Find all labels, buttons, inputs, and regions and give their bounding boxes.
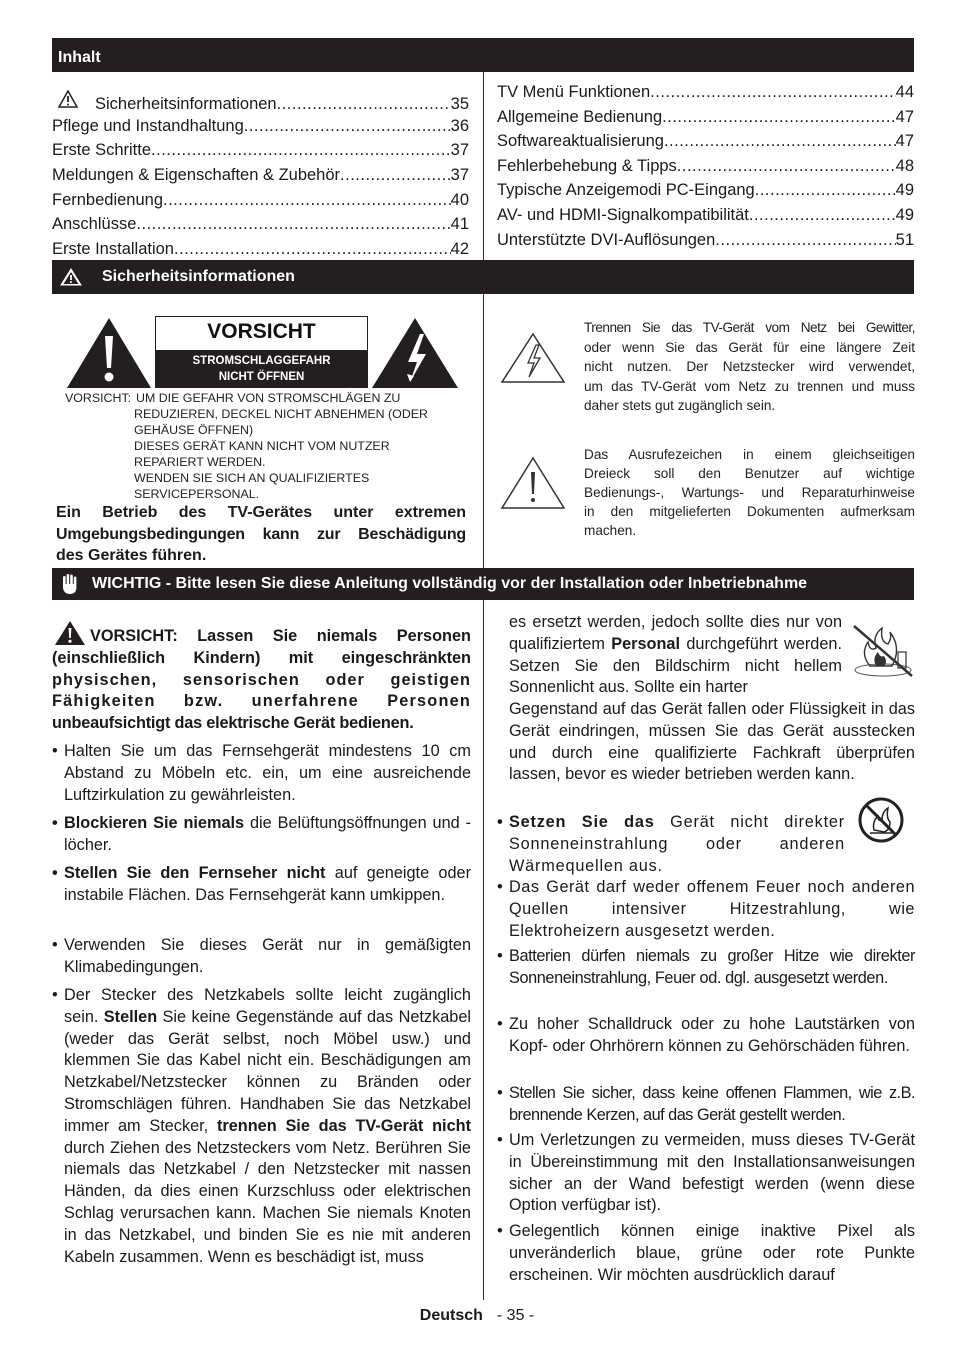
safety-header-bar bbox=[52, 260, 914, 294]
toc-entry-page: 40 bbox=[450, 191, 469, 209]
toc-entry[interactable] bbox=[497, 205, 914, 225]
toc-entry-page: 49 bbox=[895, 206, 914, 224]
lightning-triangle-icon bbox=[370, 316, 460, 390]
toc-entry-page: 37 bbox=[450, 141, 469, 159]
toc-entry-page: 35 bbox=[450, 95, 469, 113]
toc-entry[interactable] bbox=[497, 107, 914, 127]
caution-line: REPARIERT WERDEN. bbox=[134, 455, 266, 469]
toc-entry-page: 41 bbox=[450, 215, 469, 233]
toc-entry-title: Erste Installation bbox=[52, 240, 174, 258]
lightning-triangle-icon bbox=[500, 332, 566, 384]
toc-entry-page: 47 bbox=[895, 132, 914, 150]
lightning-text: Trennen Sie das TV-Gerät vom Netz bei Gewitter, oder wenn Sie das Gerät für eine längere Zeit nicht nutzen. Der Netzstecker wird verwendet, um das TV-Gerät vom Netz zu trennen und muss daher stets gut zugänglich sein. bbox=[584, 320, 915, 413]
list-item: • Batterien dürfen niemals zu großer Hitze wie direkter Sonneneinstrahlung, Feuer od. dgl. ausgesetzt werden. bbox=[497, 947, 915, 987]
toc-entry[interactable] bbox=[52, 190, 469, 210]
safety-divider bbox=[483, 294, 484, 568]
caution-label: VORSICHT: bbox=[65, 391, 132, 405]
no-fire-icon bbox=[848, 618, 918, 682]
toc-entry[interactable] bbox=[497, 180, 914, 200]
toc-entry-title: Erste Schritte bbox=[52, 141, 152, 159]
toc-entry-page: 42 bbox=[450, 240, 469, 258]
vorsicht-box bbox=[155, 316, 368, 388]
important-divider bbox=[483, 600, 484, 1300]
caution-line: SERVICEPERSONAL. bbox=[134, 487, 260, 501]
exclaim-text: Das Ausrufezeichen in einem gleichseitigen Dreieck soll den Benutzer auf wichtige Bedienungs-, Wartungs- und Reparaturhinweise in den mitgelieferten Dokumenten aufmerksam machen. bbox=[584, 447, 915, 538]
toc-entry-title: AV- und HDMI-Signalkompatibilität bbox=[497, 206, 749, 224]
list-item: • Setzen Sie das Gerät nicht direkter Sonneneinstrahlung oder anderen Wärmequellen aus. bbox=[497, 813, 845, 875]
caution-line: UM DIE GEFAHR VON STROMSCHLÄGEN ZU bbox=[136, 391, 401, 405]
list-item: • Zu hoher Schalldruck oder zu hohe Lautstärken von Kopf- oder Ohrhörern können zu Gehörschäden führen. bbox=[497, 1015, 915, 1055]
list-item: • Das Gerät darf weder offenem Feuer noch anderen Quellen intensiver Hitzestrahlung, wie Elektroheizern ausgesetzt werden. bbox=[497, 878, 915, 940]
warning-icon bbox=[58, 90, 78, 108]
toc-entry-title: Allgemeine Bedienung bbox=[497, 108, 663, 126]
toc-entry-page: 49 bbox=[895, 181, 914, 199]
toc-entry[interactable] bbox=[497, 230, 914, 250]
footer-language: Deutsch bbox=[419, 1307, 483, 1324]
toc-divider bbox=[483, 72, 484, 260]
list-item: • Gelegentlich können einige inaktive Pixel als unveränderlich blaue, grüne oder rote Punkte erscheinen. Wir möchten ausdrücklich darauf bbox=[497, 1222, 915, 1284]
toc-entry[interactable] bbox=[95, 94, 469, 114]
exclamation-triangle-icon bbox=[65, 316, 153, 390]
toc-entry-title: Unterstützte DVI-Auflösungen bbox=[497, 231, 716, 249]
toc-entry[interactable] bbox=[52, 239, 469, 259]
footer-page-number: - 35 - bbox=[496, 1307, 535, 1324]
toc-entry-title: Pflege und Instandhaltung bbox=[52, 117, 244, 135]
toc-entry-page: 37 bbox=[450, 166, 469, 184]
list-item: • Um Verletzungen zu vermeiden, muss dieses TV-Gerät in Übereinstimmung mit den Installationsanweisungen sicher an der Wand befestigt werden (wenn diese Option verfügbar ist). bbox=[497, 1131, 915, 1215]
toc-entry-page: 51 bbox=[895, 231, 914, 249]
list-item: • Stellen Sie sicher, dass keine offenen Flammen, wie z.B. brennende Kerzen, auf das Gerät gestellt werden. bbox=[497, 1084, 915, 1124]
toc-entry-page: 48 bbox=[895, 157, 914, 175]
toc-entry-title: Fernbedienung bbox=[52, 191, 164, 209]
caution-line: WENDEN SIE SICH AN QUALIFIZIERTES bbox=[134, 471, 370, 485]
toc-entry-title: Sicherheitsinformationen bbox=[95, 95, 277, 113]
safety-header: Sicherheitsinformationen bbox=[102, 268, 295, 285]
continued-paragraph-2: Gegenstand auf das Gerät fallen oder Flüssigkeit in das Gerät eindringen, müssen Sie das Gerät ausstecken und durch eine qualifizierte Fachkraft überprüfen lassen, bevor es wieder betrieben werden kann. bbox=[509, 700, 915, 784]
person-warning: VORSICHT: Lassen Sie niemals Personen (einschließlich Kindern) mit eingeschränkten physischen, sensorischen oder geistigen Fähigkeiten bzw. unerfahrene Personen unbeaufsichtigt das elektrische Gerät bedienen. bbox=[52, 627, 471, 733]
toc-entry[interactable] bbox=[52, 140, 469, 160]
caution-line: REDUZIEREN, DECKEL NICHT ABNEHMEN (ODER bbox=[134, 407, 428, 421]
toc-entry[interactable] bbox=[52, 214, 469, 234]
warning-icon bbox=[60, 268, 82, 286]
caution-line: DIESES GERÄT KANN NICHT VOM NUTZER bbox=[134, 439, 390, 453]
list-item: • Verwenden Sie dieses Gerät nur in gemäßigten Klimabedingungen. bbox=[52, 936, 471, 976]
list-item: • Halten Sie um das Fernsehgerät mindestens 10 cm Abstand zu Möbeln etc. ein, um eine ausreichende Luftzirkulation zu gewährleisten. bbox=[52, 742, 471, 804]
toc-entry[interactable] bbox=[497, 131, 914, 151]
toc-entry-title: TV Menü Funktionen bbox=[497, 83, 651, 101]
important-header: WICHTIG - Bitte lesen Sie diese Anleitung vollständig vor der Installation oder Inbetriebnahme bbox=[92, 575, 808, 592]
vorsicht-sub2: NICHT ÖFFNEN bbox=[218, 371, 305, 383]
toc-entry-title: Anschlüsse bbox=[52, 215, 137, 233]
hand-stop-icon bbox=[60, 573, 80, 595]
toc-header: Inhalt bbox=[58, 49, 101, 66]
toc-entry-page: 44 bbox=[895, 83, 914, 101]
toc-header-bar bbox=[52, 38, 914, 72]
list-item: • Blockieren Sie niemals die Belüftungsöffnungen und -löcher. bbox=[52, 814, 472, 854]
toc-entry-title: Typische Anzeigemodi PC-Eingang bbox=[497, 181, 755, 199]
toc-entry-title: Fehlerbehebung & Tipps bbox=[497, 157, 677, 175]
extreme-warning: Ein Betrieb des TV-Gerätes unter extremen Umgebungsbedingungen kann zur Beschädigung des Gerätes führen. bbox=[56, 504, 466, 564]
toc-entry-title: Meldungen & Eigenschaften & Zubehör bbox=[52, 166, 341, 184]
no-sun-icon bbox=[856, 796, 906, 844]
toc-entry-title: Softwareaktualisierung bbox=[497, 132, 664, 150]
toc-entry[interactable] bbox=[497, 156, 914, 176]
vorsicht-title: VORSICHT bbox=[207, 320, 316, 343]
exclamation-triangle-icon bbox=[500, 456, 566, 510]
toc-entry[interactable] bbox=[497, 82, 914, 102]
toc-entry-page: 36 bbox=[450, 117, 469, 135]
page-footer bbox=[0, 1307, 954, 1325]
continued-paragraph: es ersetzt werden, jedoch sollte dies nur von qualifiziertem Personal durchgeführt werden. Setzen Sie den Bildschirm nicht hellem Sonnenlicht aus. Sollte ein harter bbox=[509, 613, 842, 697]
caution-line: GEHÄUSE ÖFFNEN) bbox=[134, 423, 254, 437]
list-item: • Der Stecker des Netzkabels sollte leicht zugänglich sein. Stellen Sie keine Gegenstände auf das Netzkabel (weder das Gerät selbst, noch Möbel usw.) und klemmen Sie das Kabel nicht ein. Beschädigungen am Netzkabel/Netzstecker können zu Bränden oder Stromschlägen führen. Handhaben Sie das Netzkabel immer am Stecker, trennen Sie das TV-Gerät nicht durch Ziehen des Netzsteckers vom Netz. Berühren Sie niemals das Netzkabel / den Netzstecker mit nassen Händen, da dies einen Kurzschluss oder elektrischen Schlag verursachen kann. Machen Sie niemals Knoten in das Netzkabel, und binden Sie es nie mit anderen Kabeln zusammen. Wenn es beschädigt ist, muss bbox=[52, 986, 471, 1266]
toc-entry[interactable] bbox=[52, 165, 469, 185]
toc-entry[interactable] bbox=[52, 116, 469, 136]
important-header-bar bbox=[52, 568, 914, 600]
vorsicht-sub1: STROMSCHLAGGEFAHR bbox=[192, 355, 331, 367]
list-item: • Stellen Sie den Fernseher nicht auf geneigte oder instabile Flächen. Das Fernsehgerät kann umkippen. bbox=[52, 864, 471, 904]
toc-entry-page: 47 bbox=[895, 108, 914, 126]
